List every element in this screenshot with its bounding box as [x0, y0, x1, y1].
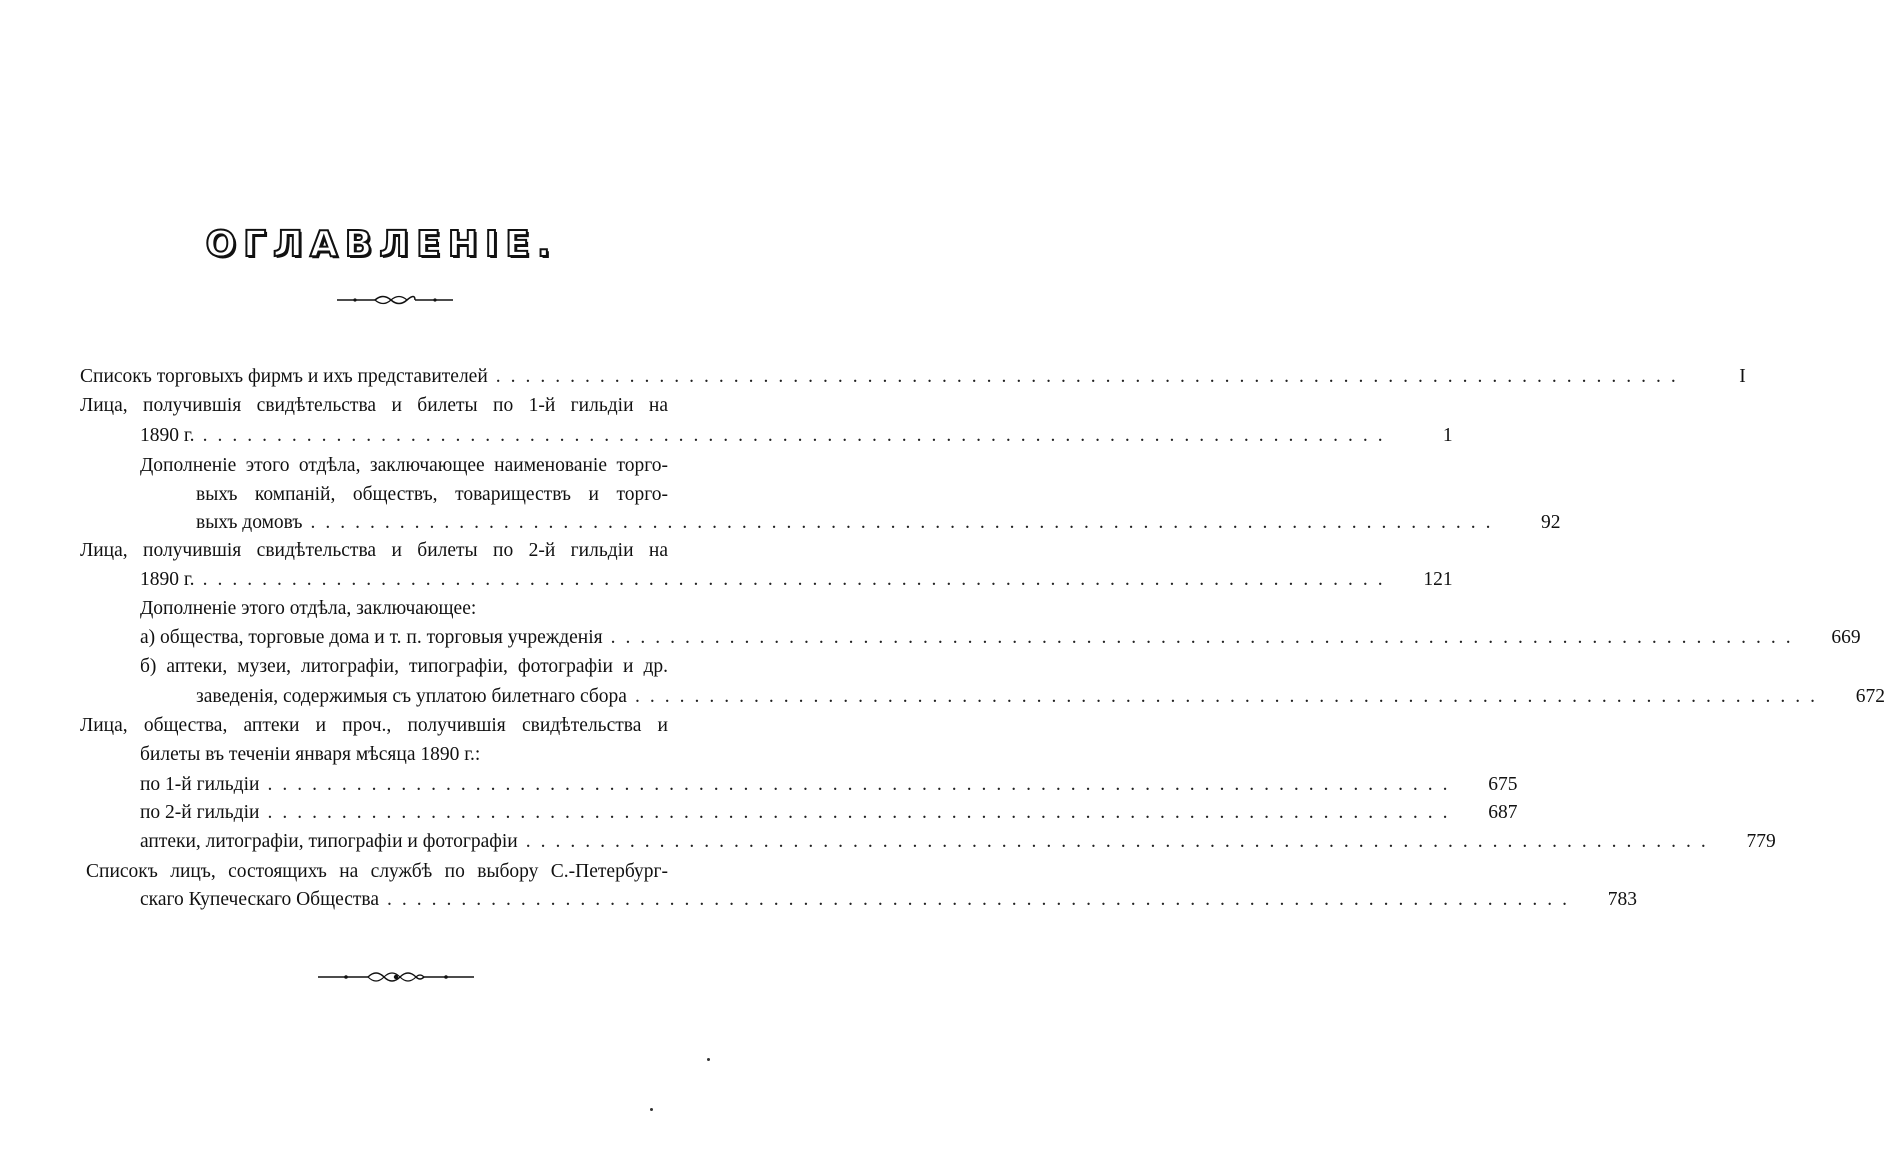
entry-text: Лица, получившія свидѣтельства и билеты по 1-й гильдіи на — [80, 395, 668, 416]
page-number: 675 — [1488, 774, 1518, 795]
toc-entry — [196, 480, 668, 510]
speck — [707, 1058, 710, 1061]
toc-entry — [140, 451, 668, 481]
dot-leader: ................................................................................ — [387, 889, 1578, 910]
title-ornament — [335, 290, 455, 310]
toc-entry — [140, 421, 1453, 451]
toc-entry — [140, 770, 1518, 800]
dot-leader: ................................................................................ — [495, 366, 1686, 387]
page-number: 687 — [1488, 802, 1518, 823]
entry-text: по 1-й гильдіи — [140, 774, 260, 795]
toc-entry — [80, 391, 668, 421]
entry-text: Лица, получившія свидѣтельства и билеты по 2-й гильдіи на — [80, 540, 668, 561]
entry-text: билеты въ теченіи января мѣсяца 1890 г.: — [140, 744, 481, 765]
page-number: 1 — [1442, 425, 1453, 446]
dot-leader: ................................................................................ — [267, 774, 1458, 795]
dot-leader: ................................................................................ — [525, 831, 1716, 852]
entry-text: по 2-й гильдіи — [140, 802, 260, 823]
page-number: I — [1739, 366, 1746, 387]
toc-entry — [196, 682, 1885, 712]
toc-entry — [140, 740, 668, 770]
page-number: 121 — [1423, 569, 1453, 590]
dot-leader: ................................................................................ — [634, 686, 1825, 707]
entry-text: б) аптеки, музеи, литографіи, типографіи, фотографіи и др. — [140, 656, 668, 677]
page-number: 672 — [1855, 686, 1885, 707]
entry-text: 1890 г. — [140, 569, 195, 590]
toc-entry — [140, 623, 1861, 653]
entry-text: Списокъ лицъ, состоящихъ на службѣ по выбору С.-Петербург- — [86, 861, 668, 882]
entry-text: заведенія, содержимыя съ уплатою билетнаго сбора — [196, 686, 627, 707]
toc-entry — [80, 536, 668, 566]
page-title: ОГЛАВЛЕНІЕ. — [205, 224, 558, 265]
page-number: 669 — [1831, 627, 1861, 648]
speck — [650, 1108, 653, 1111]
toc-entry — [140, 652, 668, 682]
page-number: 779 — [1746, 831, 1776, 852]
entry-text: аптеки, литографіи, типографіи и фотографіи — [140, 831, 518, 852]
toc-entry — [140, 565, 1453, 595]
toc-entry — [86, 857, 668, 887]
bottom-ornament — [316, 966, 476, 988]
toc-entry — [140, 885, 1638, 915]
dot-leader: ................................................................................ — [610, 627, 1801, 648]
entry-text: Списокъ торговыхъ фирмъ и ихъ представителей — [80, 366, 488, 387]
entry-text: скаго Купеческаго Общества — [140, 889, 380, 910]
toc-entry — [140, 798, 1518, 828]
dot-leader: ................................................................................ — [310, 512, 1501, 533]
dot-leader: ................................................................................ — [267, 802, 1458, 823]
entry-text: Лица, общества, аптеки и проч., получившія свидѣтельства и — [80, 715, 668, 736]
entry-text: выхъ домовъ — [196, 512, 303, 533]
dot-leader: ................................................................................ — [202, 569, 1393, 590]
entry-text: Дополненіе этого отдѣла, заключающее наименованіе торго- — [140, 455, 668, 476]
toc-entry — [80, 711, 668, 741]
toc-entry — [80, 362, 1746, 392]
entry-text: 1890 г. — [140, 425, 195, 446]
entry-text: Дополненіе этого отдѣла, заключающее: — [140, 598, 477, 619]
entry-text: выхъ компаній, обществъ, товариществъ и торго- — [196, 484, 668, 505]
toc-entry — [140, 594, 668, 624]
toc-entry — [196, 508, 1561, 538]
entry-text: а) общества, торговые дома и т. п. торговыя учрежденія — [140, 627, 603, 648]
dot-leader: ................................................................................ — [202, 425, 1393, 446]
toc-entry — [140, 827, 1776, 857]
page-number: 92 — [1540, 512, 1561, 533]
page-number: 783 — [1607, 889, 1638, 910]
